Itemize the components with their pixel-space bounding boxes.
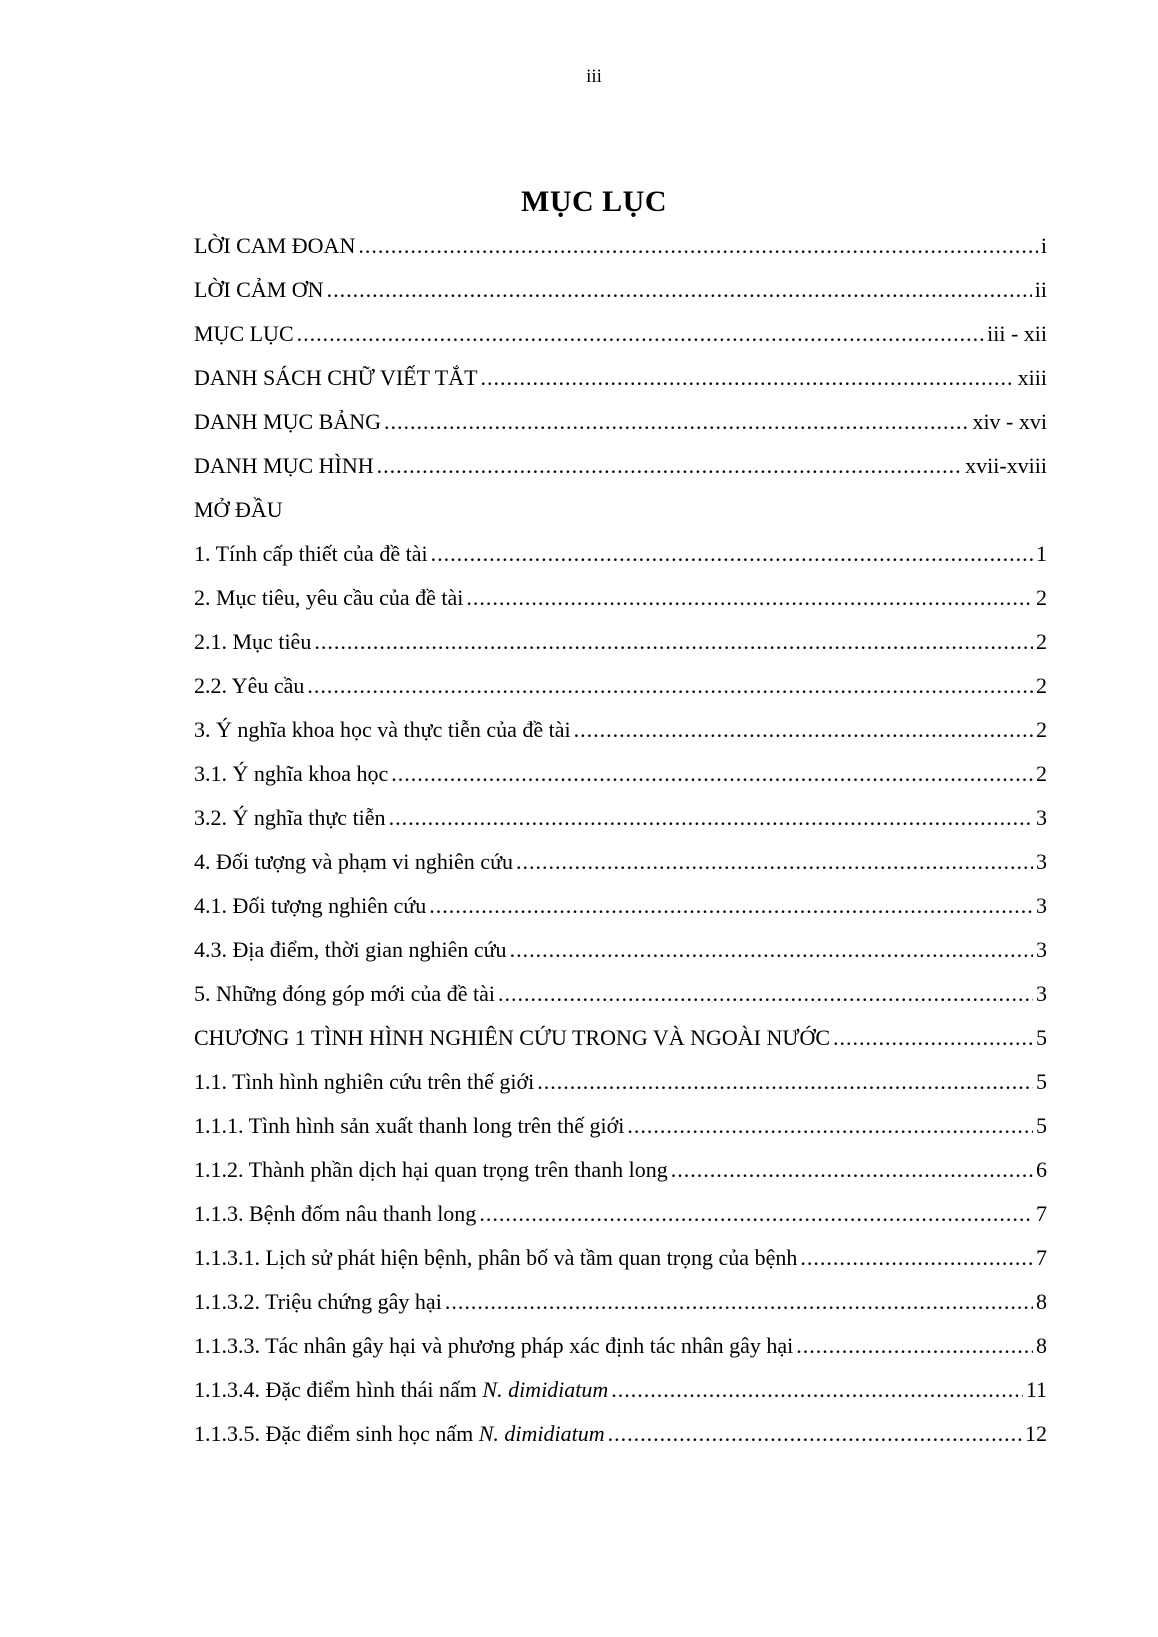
toc-entry-page: 11 xyxy=(1025,1377,1047,1402)
toc-dot-leader xyxy=(389,796,1033,840)
toc-entry-page: 12 xyxy=(1025,1421,1047,1446)
toc-entry-label: MỞ ĐẦU xyxy=(194,497,283,522)
toc-entry-label: 1.1. Tình hình nghiên cứu trên thế giới xyxy=(194,1069,535,1094)
toc-dot-leader xyxy=(384,400,969,444)
toc-entry-label: CHƯƠNG 1 TÌNH HÌNH NGHIÊN CỨU TRONG VÀ NGOÀI NƯỚC xyxy=(194,1025,831,1050)
toc-entry[interactable] xyxy=(194,488,1047,532)
page-number: iii xyxy=(586,66,602,87)
toc-entry-page: 5 xyxy=(1036,1069,1047,1094)
toc-entry[interactable] xyxy=(194,532,1047,576)
toc-dot-leader xyxy=(800,1236,1033,1280)
toc-entry-label: 4.1. Đối tượng nghiên cứu xyxy=(194,893,427,918)
toc-entry-species: N. dimidiatum xyxy=(478,1421,605,1446)
toc-entry[interactable] xyxy=(194,1060,1047,1104)
page-title: MỤC LỤC xyxy=(521,185,667,218)
toc-entry-label: LỜI CẢM ƠN xyxy=(194,277,324,302)
toc-entry-page: 2 xyxy=(1036,629,1047,654)
toc-entry-label: 1.1.3. Bệnh đốm nâu thanh long xyxy=(194,1201,477,1226)
toc-entry-label: 3.2. Ý nghĩa thực tiễn xyxy=(194,805,386,830)
toc-entry-page: 7 xyxy=(1036,1245,1047,1270)
toc-entry-label: 2.2. Yêu cầu xyxy=(194,673,305,698)
toc-dot-leader xyxy=(431,532,1033,576)
toc-dot-leader xyxy=(358,224,1038,268)
toc-entry-page: 1 xyxy=(1036,541,1047,566)
toc-dot-leader xyxy=(327,268,1032,312)
toc-entry[interactable] xyxy=(194,1016,1047,1060)
toc-entry[interactable] xyxy=(194,752,1047,796)
toc-entry[interactable] xyxy=(194,1104,1047,1148)
toc-entry-label: 3. Ý nghĩa khoa học và thực tiễn của đề tài xyxy=(194,717,571,742)
toc-entry-label: DANH MỤC HÌNH xyxy=(194,453,374,478)
toc-dot-leader xyxy=(510,928,1033,972)
toc-entry-page: ii xyxy=(1034,277,1047,302)
toc-entry[interactable] xyxy=(194,928,1047,972)
toc-entry-page: 3 xyxy=(1036,805,1047,830)
toc-entry[interactable] xyxy=(194,444,1047,488)
toc-entry[interactable] xyxy=(194,796,1047,840)
toc-dot-leader xyxy=(391,752,1033,796)
toc-dot-leader xyxy=(611,1368,1023,1412)
toc-entry-label: 1.1.3.5. Đặc điểm sinh học nấm N. dimidiatum xyxy=(194,1421,605,1446)
toc-entry[interactable] xyxy=(194,312,1047,356)
toc-entry-page: 5 xyxy=(1036,1113,1047,1138)
toc-entry-label: 4.3. Địa điểm, thời gian nghiên cứu xyxy=(194,937,507,962)
toc-dot-leader xyxy=(516,840,1033,884)
toc-entry[interactable] xyxy=(194,1368,1047,1412)
toc-entry-page: 3 xyxy=(1036,849,1047,874)
toc-entry-label: 3.1. Ý nghĩa khoa học xyxy=(194,761,389,786)
toc-entry-page: 5 xyxy=(1036,1025,1047,1050)
toc-dot-leader xyxy=(796,1324,1033,1368)
toc-entry[interactable] xyxy=(194,1148,1047,1192)
toc-dot-leader xyxy=(498,972,1033,1016)
toc-entry-label: 2. Mục tiêu, yêu cầu của đề tài xyxy=(194,585,464,610)
toc-entry[interactable] xyxy=(194,620,1047,664)
toc-dot-leader xyxy=(445,1280,1033,1324)
toc-entry-label: 1.1.2. Thành phần dịch hại quan trọng trên thanh long xyxy=(194,1157,668,1182)
toc-entry-page: 8 xyxy=(1036,1333,1047,1358)
toc-dot-leader xyxy=(608,1412,1022,1456)
toc-entry-page: 2 xyxy=(1036,761,1047,786)
toc-entry[interactable] xyxy=(194,1324,1047,1368)
toc-entry-page: xiii xyxy=(1017,365,1047,390)
toc-entry-label: 1.1.3.2. Triệu chứng gây hại xyxy=(194,1289,442,1314)
toc-dot-leader xyxy=(481,356,1015,400)
toc-entry-page: 7 xyxy=(1036,1201,1047,1226)
toc-entry[interactable] xyxy=(194,972,1047,1016)
toc-entry-label: 1.1.3.4. Đặc điểm hình thái nấm N. dimidiatum xyxy=(194,1377,609,1402)
toc-entry[interactable] xyxy=(194,840,1047,884)
toc-entry-page: xiv - xvi xyxy=(972,409,1047,434)
toc-dot-leader xyxy=(429,884,1033,928)
toc-entry-page: 3 xyxy=(1036,893,1047,918)
toc-entry[interactable] xyxy=(194,224,1047,268)
toc-entry-page: 3 xyxy=(1036,981,1047,1006)
toc-entry[interactable] xyxy=(194,1236,1047,1280)
toc-entry-label: 1.1.1. Tình hình sản xuất thanh long trên thế giới xyxy=(194,1113,625,1138)
toc-dot-leader xyxy=(307,664,1033,708)
toc-entry-page: xvii-xviii xyxy=(965,453,1047,478)
toc-entry[interactable] xyxy=(194,356,1047,400)
toc-entry-label: DANH SÁCH CHỮ VIẾT TẮT xyxy=(194,365,478,390)
toc-entry[interactable] xyxy=(194,1412,1047,1456)
toc-dot-leader xyxy=(297,312,984,356)
toc-entry[interactable] xyxy=(194,708,1047,752)
toc-entry[interactable] xyxy=(194,1192,1047,1236)
toc-dot-leader xyxy=(671,1148,1033,1192)
toc-dot-leader xyxy=(627,1104,1033,1148)
toc-entry-label: 2.1. Mục tiêu xyxy=(194,629,312,654)
toc-entry[interactable] xyxy=(194,664,1047,708)
toc-dot-leader xyxy=(479,1192,1033,1236)
toc-dot-leader xyxy=(466,576,1033,620)
table-of-contents xyxy=(194,224,1047,1456)
toc-entry[interactable] xyxy=(194,1280,1047,1324)
toc-dot-leader xyxy=(537,1060,1033,1104)
toc-dot-leader xyxy=(574,708,1033,752)
toc-entry-label: LỜI CAM ĐOAN xyxy=(194,233,356,258)
toc-entry-page: 6 xyxy=(1036,1157,1047,1182)
toc-entry-label: 1. Tính cấp thiết của đề tài xyxy=(194,541,428,566)
toc-dot-leader xyxy=(314,620,1033,664)
toc-entry-label: 5. Những đóng góp mới của đề tài xyxy=(194,981,495,1006)
toc-entry-label: MỤC LỤC xyxy=(194,321,294,346)
toc-entry-label: 4. Đối tượng và phạm vi nghiên cứu xyxy=(194,849,513,874)
toc-entry[interactable] xyxy=(194,268,1047,312)
toc-entry[interactable] xyxy=(194,576,1047,620)
toc-dot-leader xyxy=(833,1016,1033,1060)
toc-entry-page: 2 xyxy=(1036,717,1047,742)
toc-entry-page: i xyxy=(1040,233,1047,258)
toc-entry-label: 1.1.3.3. Tác nhân gây hại và phương pháp xác định tác nhân gây hại xyxy=(194,1333,794,1358)
toc-entry-species: N. dimidiatum xyxy=(482,1377,609,1402)
toc-entry[interactable] xyxy=(194,884,1047,928)
toc-entry-page: 2 xyxy=(1036,673,1047,698)
toc-entry[interactable] xyxy=(194,400,1047,444)
toc-entry-label: 1.1.3.1. Lịch sử phát hiện bệnh, phân bố và tầm quan trọng của bệnh xyxy=(194,1245,798,1270)
toc-entry-label: DANH MỤC BẢNG xyxy=(194,409,382,434)
toc-entry-page: iii - xii xyxy=(987,321,1047,346)
toc-entry-page: 2 xyxy=(1036,585,1047,610)
toc-entry-page: 8 xyxy=(1036,1289,1047,1314)
toc-dot-leader xyxy=(377,444,962,488)
toc-entry-page: 3 xyxy=(1036,937,1047,962)
